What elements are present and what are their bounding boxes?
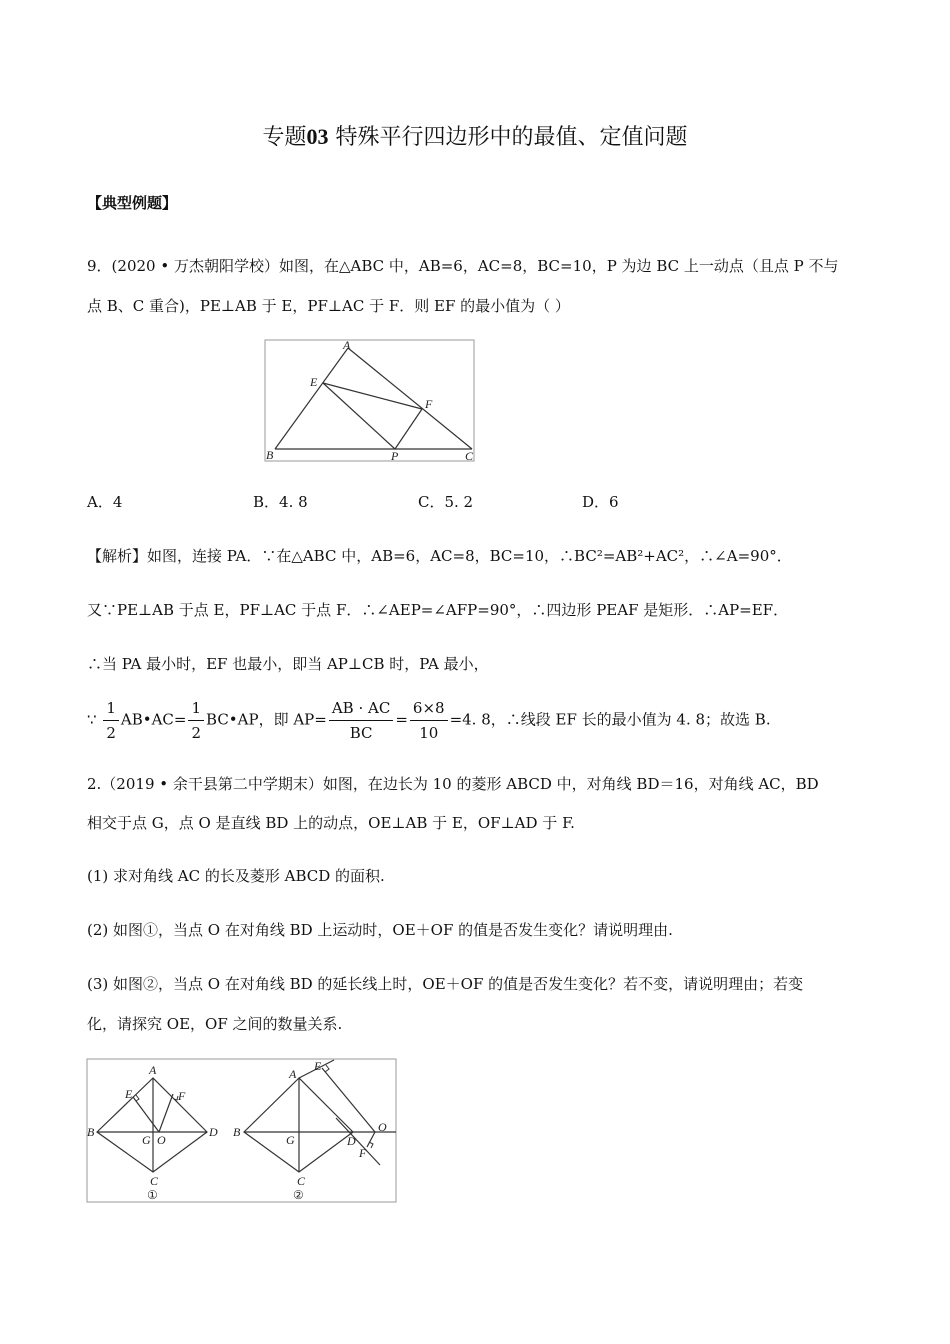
fig2-label-b: B — [233, 1125, 241, 1139]
section-heading: 【典型例题】 — [87, 194, 178, 212]
label-a: A — [343, 338, 351, 352]
fraction-ab-ac-over-bc: $\frac{AB \cdot AC}{BC}$ — [329, 696, 393, 745]
fig1-label-d: D — [209, 1125, 218, 1139]
fig2-label-a: A — [289, 1067, 297, 1081]
question-2-part-3-line-1: (3) 如图②，当点 O 在对角线 BD 的延长线上时，OE＋OF 的值是否发生变化？若不变，请说明理由；若变 — [87, 975, 804, 993]
label-f: F — [425, 397, 433, 411]
solution-line-4 — [87, 696, 771, 745]
fig2-label-d: D — [347, 1134, 356, 1148]
fig2-label-f: F — [359, 1146, 367, 1160]
fig1-label-g: G — [142, 1133, 151, 1147]
option-d: D．6 — [582, 493, 619, 511]
side-ac — [348, 348, 472, 449]
question-2-part-3-line-2: 化，请探究 OE，OF 之间的数量关系. — [87, 1015, 343, 1033]
question-2-part-1: (1) 求对角线 AC 的长及菱形 ABCD 的面积. — [87, 867, 385, 885]
option-b: B．4. 8 — [253, 493, 308, 511]
rhombus-figures — [86, 1058, 398, 1204]
triangle-figure — [264, 338, 476, 464]
fig1-label-e: E — [125, 1087, 133, 1101]
rhombus-abcd-1 — [97, 1078, 207, 1172]
fig1-label-c: C — [150, 1174, 159, 1188]
segment-of-2 — [367, 1132, 375, 1147]
segment-fp — [395, 409, 422, 449]
label-p: P — [391, 449, 399, 463]
formula-tail: =4. 8，∴线段 EF 长的最小值为 4. 8；故选 B. — [449, 710, 771, 729]
line-ad-extended-2 — [336, 1118, 380, 1165]
right-angle-e-1 — [136, 1095, 139, 1101]
fig2-label-g: G — [286, 1133, 295, 1147]
formula-part-1: AB•AC= — [120, 710, 187, 729]
fig1-label-o: O — [157, 1133, 166, 1147]
fig2-label-c: C — [297, 1174, 306, 1188]
rhombus-figure-2 — [233, 1059, 396, 1202]
question-9-line-2: 点 B、C 重合)，PE⊥AB 于 E，PF⊥AC 于 F．则 EF 的最小值为（ ） — [87, 297, 570, 315]
fig1-label-b: B — [87, 1125, 95, 1139]
page-title: 专题03 特殊平行四边形中的最值、定值问题 — [262, 124, 688, 150]
solution-line-1: 【解析】如图，连接 PA．∵在△ABC 中，AB=6，AC=8，BC=10，∴BC²=AB²+AC²，∴∠A=90°． — [87, 547, 792, 565]
fig2-caption: ② — [293, 1188, 304, 1202]
label-c: C — [465, 449, 474, 463]
fig1-caption: ① — [147, 1188, 158, 1202]
question-2-part-2: (2) 如图①，当点 O 在对角线 BD 上运动时，OE＋OF 的值是否发生变化？请说明理由. — [87, 921, 673, 939]
rhombus-figure-1 — [87, 1063, 218, 1202]
fraction-half-1: $\frac{1}{2}$ — [103, 696, 119, 745]
segment-oe-2 — [322, 1068, 375, 1132]
solution-line-3: ∴当 PA 最小时，EF 也最小，即当 AP⊥CB 时，PA 最小， — [87, 655, 489, 673]
fig2-label-e: E — [314, 1059, 322, 1073]
fig1-label-a: A — [149, 1063, 157, 1077]
because-symbol: ∵ — [87, 710, 97, 729]
figure-border — [87, 1059, 396, 1202]
fig2-label-o: O — [378, 1120, 387, 1134]
right-angle-e-2 — [325, 1065, 329, 1072]
fig1-label-f: F — [178, 1089, 186, 1103]
figure-border — [265, 340, 474, 461]
formula-part-2: BC•AP，即 AP= — [206, 710, 327, 729]
solution-line-2: 又∵PE⊥AB 于点 E，PF⊥AC 于点 F．∴∠AEP=∠AFP=90°，∴四边形 PEAF 是矩形．∴AP=EF． — [87, 601, 789, 619]
option-a: A．4 — [87, 493, 123, 511]
fraction-half-2: $\frac{1}{2}$ — [188, 696, 204, 745]
question-2-line-1: 2.（2019 • 余干县第二中学期末）如图，在边长为 10 的菱形 ABCD 中，对角线 BD＝16，对角线 AC，BD — [87, 775, 819, 793]
segment-oe-1 — [133, 1097, 159, 1132]
fraction-6x8-over-10: $\frac{6\times 8}{10}$ — [410, 696, 448, 745]
label-b: B — [266, 448, 274, 462]
question-9-line-1: 9．(2020 • 万杰朝阳学校）如图，在△ABC 中，AB=6，AC=8，BC=10，P 为边 BC 上一动点（且点 P 不与 — [87, 257, 839, 275]
segment-of-1 — [159, 1094, 173, 1132]
equals-sign: = — [395, 710, 408, 729]
option-c: C．5. 2 — [418, 493, 474, 511]
side-ab — [275, 348, 348, 449]
label-e: E — [310, 375, 318, 389]
question-2-line-2: 相交于点 G，点 O 是直线 BD 上的动点，OE⊥AB 于 E，OF⊥AD 于 F. — [87, 814, 575, 832]
